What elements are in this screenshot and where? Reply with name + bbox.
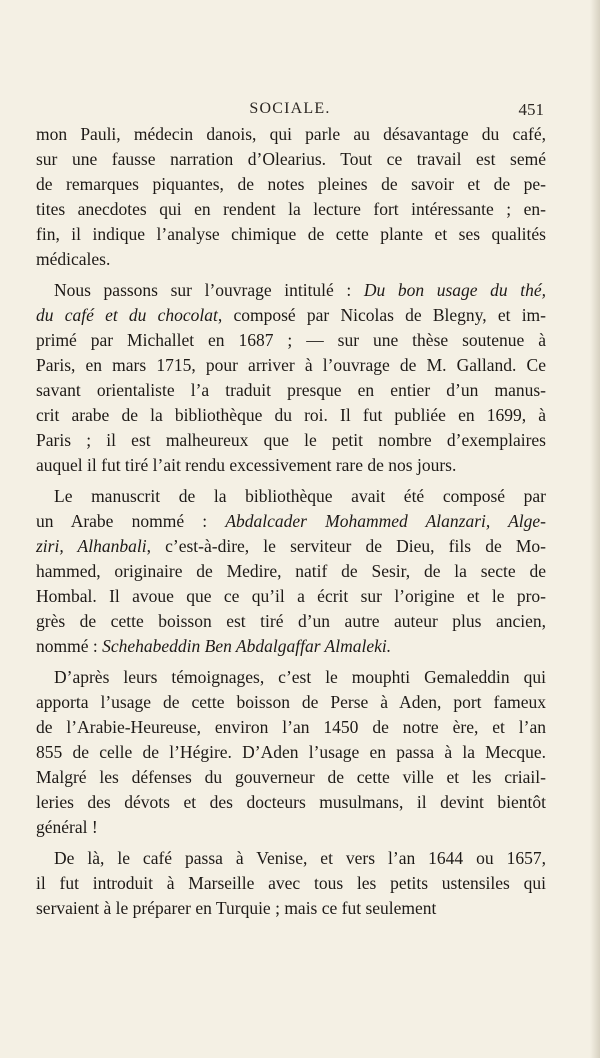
paragraph — [36, 122, 546, 272]
text-segment: médicales. — [36, 249, 111, 269]
text-line — [36, 403, 546, 428]
text-segment: Nous passons sur l’ouvrage intitulé : — [54, 280, 364, 300]
text-line — [36, 609, 546, 634]
text-line — [36, 303, 546, 328]
text-line — [36, 247, 546, 272]
text-line — [36, 559, 546, 584]
text-line — [36, 534, 546, 559]
text-segment: leries des dévots et des docteurs musulmans, il devint bientôt — [36, 792, 546, 812]
italic-text-segment: ziri, Alhanbali — [36, 536, 147, 556]
text-line — [36, 428, 546, 453]
paragraph — [36, 665, 546, 840]
text-segment: mon Pauli, médecin danois, qui parle au désavantage du café, — [36, 124, 546, 144]
italic-text-segment: Abdalcader Mohammed Alanzari, Alge- — [225, 511, 546, 531]
italic-text-segment: Schehabeddin Ben Abdalgaffar Almaleki. — [102, 636, 392, 656]
text-line — [36, 740, 546, 765]
text-segment: Le manuscrit de la bibliothèque avait été composé par — [54, 486, 546, 506]
text-segment: hammed, originaire de Medire, natif de Sesir, de la secte de — [36, 561, 546, 581]
paragraph — [36, 484, 546, 659]
text-line — [36, 790, 546, 815]
text-segment: Malgré les défenses du gouverneur de cette ville et les criail- — [36, 767, 546, 787]
text-line — [36, 584, 546, 609]
text-segment: nommé : — [36, 636, 103, 656]
text-line — [36, 222, 546, 247]
text-segment: auquel il fut tiré l’ait rendu excessivement rare de nos jours. — [36, 455, 457, 475]
italic-text-segment: du café et du chocolat — [36, 305, 218, 325]
text-line — [36, 634, 546, 659]
text-line — [36, 328, 546, 353]
page-edge-shadow — [590, 0, 600, 1058]
body-text — [36, 122, 546, 921]
text-line — [36, 278, 546, 303]
text-segment: un Arabe nommé : — [36, 511, 226, 531]
text-segment: crit arabe de la bibliothèque du roi. Il fut publiée en 1699, à — [36, 405, 546, 425]
text-segment: , composé par Nicolas de Blegny, et im- — [217, 305, 546, 325]
text-line — [36, 147, 546, 172]
text-line — [36, 509, 546, 534]
text-line — [36, 197, 546, 222]
text-line — [36, 122, 546, 147]
text-segment: Paris ; il est malheureux que le petit nombre d’exemplaires — [36, 430, 546, 450]
text-line — [36, 815, 546, 840]
text-line — [36, 871, 546, 896]
text-line — [36, 665, 546, 690]
page-header — [36, 100, 544, 124]
text-line — [36, 765, 546, 790]
page-number: 451 — [518, 100, 544, 119]
text-segment: sur une fausse narration d’Olearius. Tout ce travail est semé — [36, 149, 546, 169]
text-segment: général ! — [36, 817, 98, 837]
text-segment: savant orientaliste l’a traduit presque en entier d’un manus- — [36, 380, 546, 400]
text-segment: De là, le café passa à Venise, et vers l’an 1644 ou 1657, — [54, 848, 546, 868]
text-segment: apporta l’usage de cette boisson de Perse à Aden, port fameux — [36, 692, 546, 712]
text-segment: servaient à le préparer en Turquie ; mais ce fut seulement — [36, 898, 437, 918]
text-segment: Paris, en mars 1715, pour arriver à l’ouvrage de M. Galland. Ce — [36, 355, 546, 375]
text-segment: il fut introduit à Marseille avec tous les petits ustensiles qui — [36, 873, 546, 893]
text-line — [36, 715, 546, 740]
text-segment: grès de cette boisson est tiré d’un autre auteur plus ancien, — [36, 611, 546, 631]
text-line — [36, 353, 546, 378]
text-segment: , c’est-à-dire, le serviteur de Dieu, fils de Mo- — [146, 536, 546, 556]
text-segment: D’après leurs témoignages, c’est le mouphti Gemaleddin qui — [54, 667, 546, 687]
italic-text-segment: Du bon usage du thé, — [363, 280, 546, 300]
text-segment: tites anecdotes qui en rendent la lecture fort intéressante ; en- — [36, 199, 546, 219]
text-segment: de l’Arabie-Heureuse, environ l’an 1450 de notre ère, et l’an — [36, 717, 546, 737]
text-segment: 855 de celle de l’Hégire. D’Aden l’usage en passa à la Mecque. — [36, 742, 546, 762]
text-line — [36, 378, 546, 403]
text-line — [36, 690, 546, 715]
running-head: SOCIALE. — [249, 100, 331, 117]
text-segment: de remarques piquantes, de notes pleines de savoir et de pe- — [36, 174, 546, 194]
paragraph — [36, 846, 546, 921]
text-segment: primé par Michallet en 1687 ; — sur une thèse soutenue à — [36, 330, 546, 350]
text-line — [36, 484, 546, 509]
paragraph — [36, 278, 546, 478]
text-line — [36, 172, 546, 197]
text-segment: Hombal. Il avoue que ce qu’il a écrit sur l’origine et le pro- — [36, 586, 546, 606]
text-segment: fin, il indique l’analyse chimique de cette plante et ses qualités — [36, 224, 546, 244]
text-line — [36, 453, 546, 478]
text-line — [36, 896, 546, 921]
text-line — [36, 846, 546, 871]
